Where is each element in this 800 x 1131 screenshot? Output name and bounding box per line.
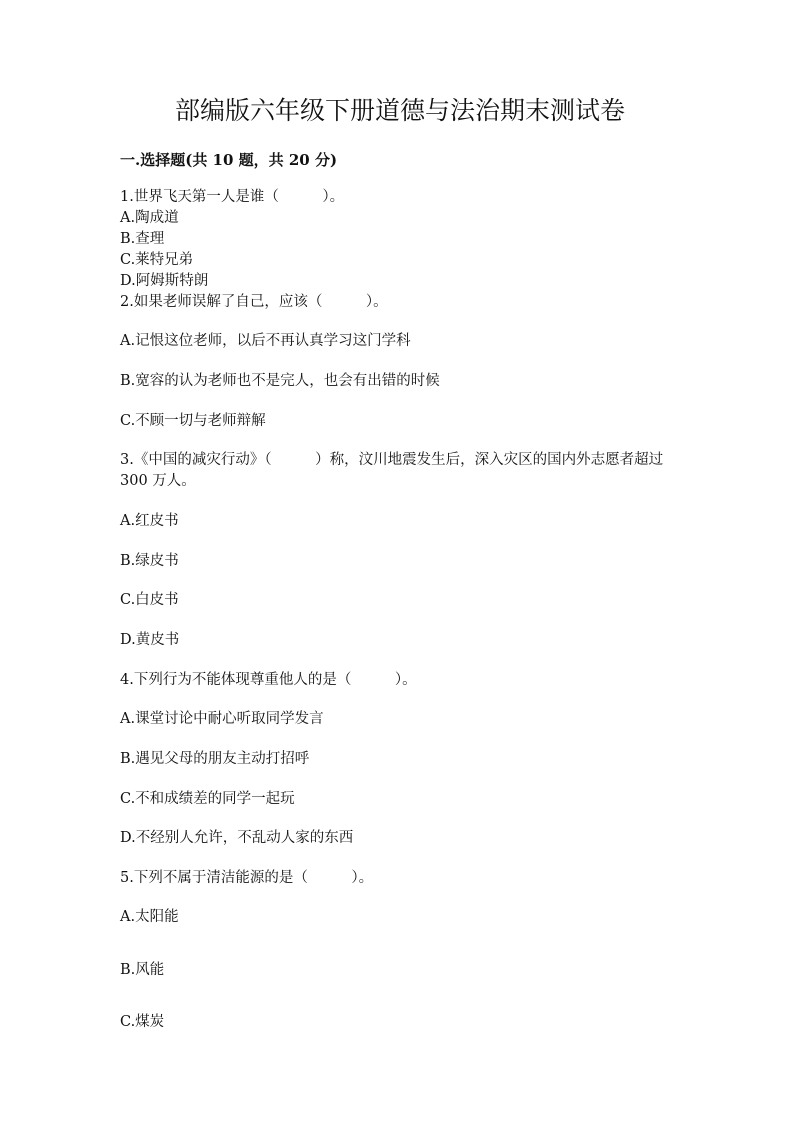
question-1-stem: 1.世界飞天第一人是谁（ ）。	[120, 189, 345, 205]
question-2-option-a: A.记恨这位老师，以后不再认真学习这门学科	[120, 333, 411, 349]
question-5-option-c: C.煤炭	[120, 1014, 165, 1030]
question-4-option-d: D.不经别人允许，不乱动人家的东西	[120, 830, 354, 846]
question-3-option-b: B.绿皮书	[120, 553, 179, 569]
question-1-option-b: B.查理	[120, 231, 165, 247]
question-4-stem: 4.下列行为不能体现尊重他人的是（ ）。	[120, 672, 417, 688]
question-2-stem: 2.如果老师误解了自己，应该（ ）。	[120, 294, 388, 310]
question-4-option-c: C.不和成绩差的同学一起玩	[120, 791, 295, 807]
question-4-option-b: B.遇见父母的朋友主动打招呼	[120, 751, 310, 767]
section-heading: 一.选择题(共 10 题，共 20 分)	[120, 151, 338, 169]
question-5-stem: 5.下列不属于清洁能源的是（ ）。	[120, 870, 374, 886]
page-title: 部编版六年级下册道德与法治期末测试卷	[174, 96, 625, 125]
question-3-option-d: D.黄皮书	[120, 632, 180, 648]
question-2-option-c: C.不顾一切与老师辩解	[120, 413, 266, 429]
question-2-option-b: B.宽容的认为老师也不是完人，也会有出错的时候	[120, 373, 440, 389]
question-4-option-a: A.课堂讨论中耐心听取同学发言	[120, 711, 324, 727]
question-1-option-c: C.莱特兄弟	[120, 252, 194, 268]
question-5-option-b: B.风能	[120, 962, 165, 978]
question-1-option-a: A.陶成道	[120, 210, 179, 226]
question-3-option-a: A.红皮书	[120, 513, 179, 529]
question-3-option-c: C.白皮书	[120, 592, 179, 608]
question-1-option-d: D.阿姆斯特朗	[120, 273, 209, 289]
question-3-stem: 3.《中国的减灾行动》（ ）称，汶川地震发生后，深入灾区的国内外志愿者超过 300 万人。	[120, 452, 664, 489]
question-5-option-a: A.太阳能	[120, 909, 179, 925]
